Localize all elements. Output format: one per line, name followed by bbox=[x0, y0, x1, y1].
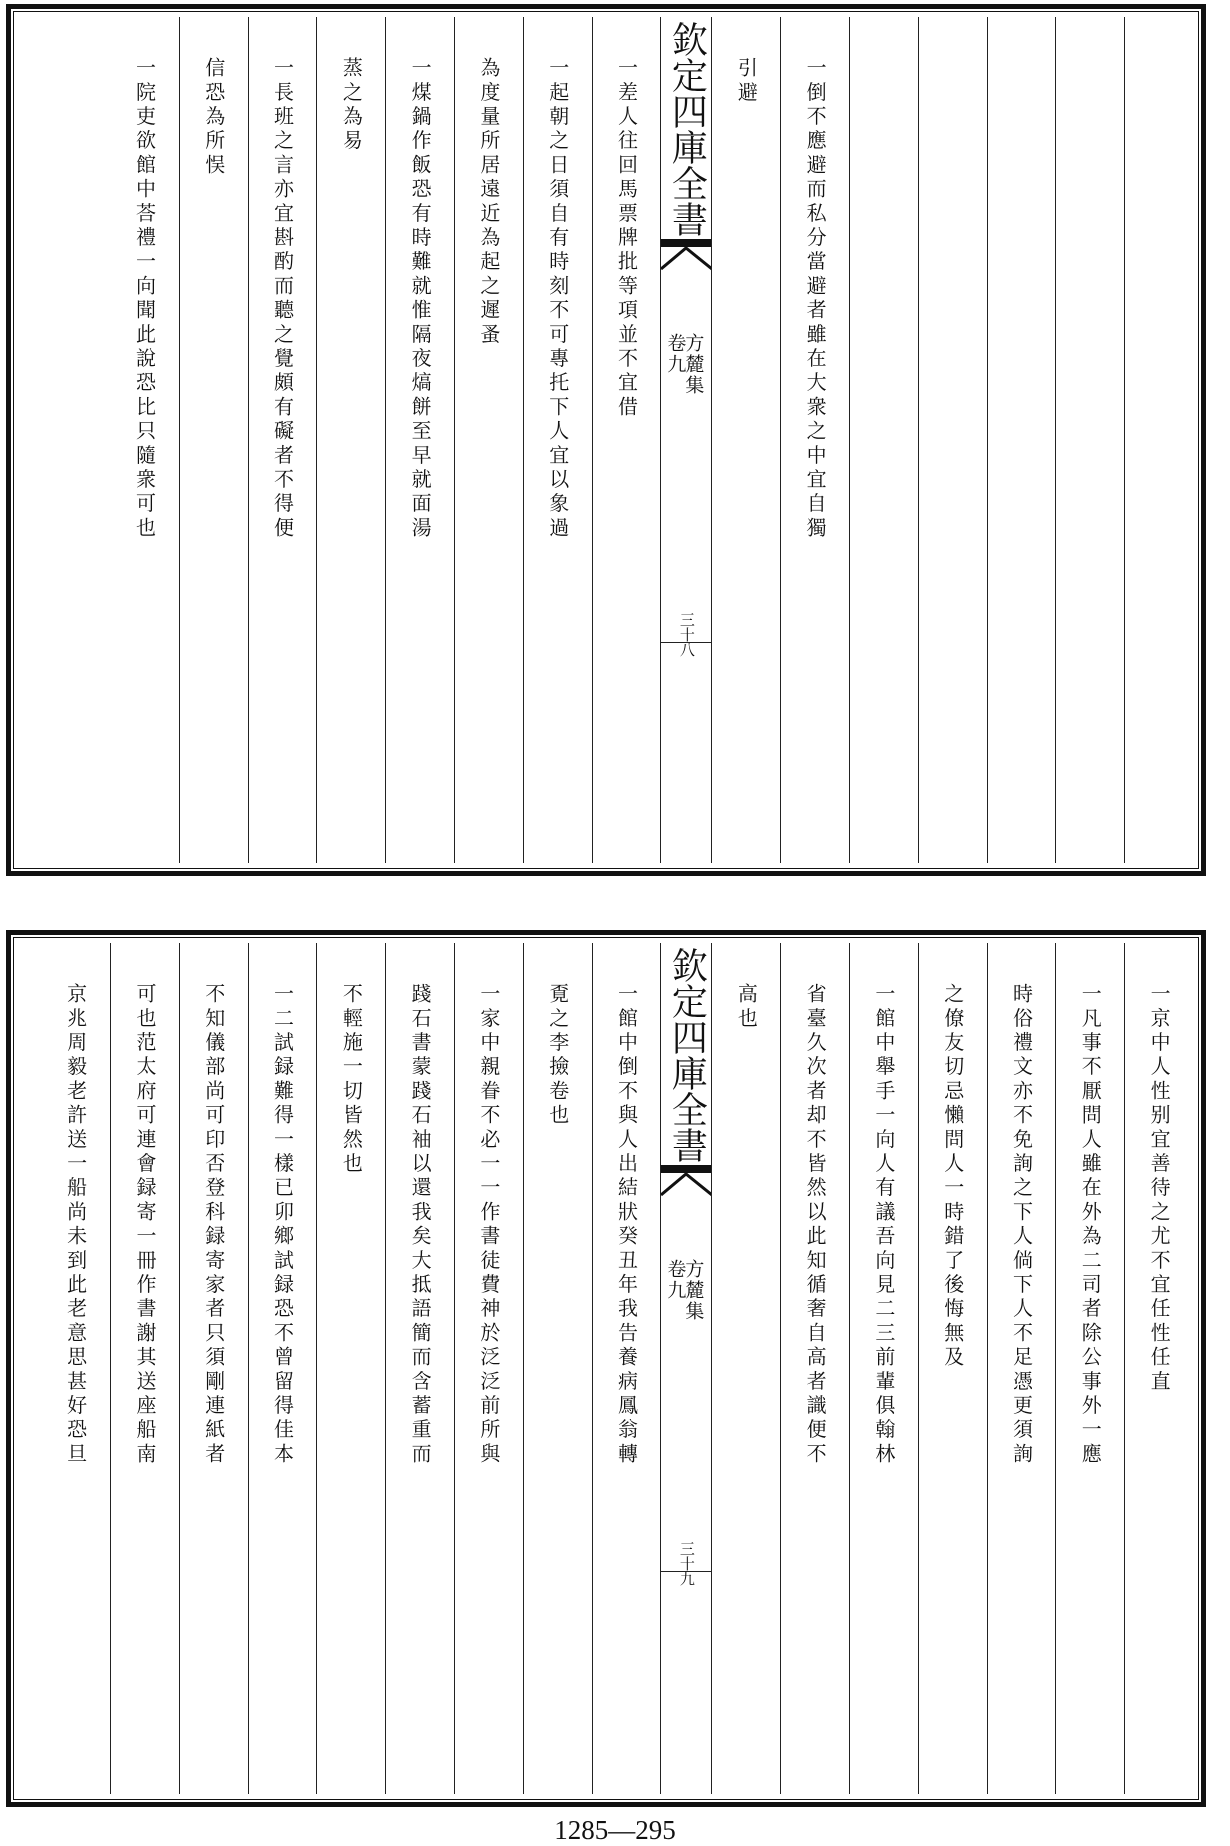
column-text: 一煤鍋作飯恐有時難就惟隔夜熇餅至早就面湯 bbox=[408, 57, 433, 541]
column-text: 一倒不應避而私分當避者雖在大衆之中宜自獨 bbox=[803, 57, 828, 541]
upper-page-frame bbox=[6, 4, 1206, 876]
fold-rule bbox=[661, 642, 711, 643]
text-column bbox=[1055, 943, 1124, 1794]
text-column bbox=[248, 943, 317, 1794]
text-column bbox=[110, 943, 179, 1794]
column-text: 信恐為所悮 bbox=[201, 57, 226, 178]
fishtail-mark bbox=[661, 1165, 711, 1199]
column-text: 一長班之言亦宜斟酌而聽之覺頗有礙者不得便 bbox=[270, 57, 295, 541]
upper-page-columns bbox=[19, 17, 1193, 863]
text-column bbox=[592, 17, 661, 863]
column-text: 京兆周毅老許送一船尚未到此老意思甚好恐旦 bbox=[63, 983, 88, 1467]
column-text: 一院吏欲館中荅禮一向聞此說恐比只隨衆可也 bbox=[132, 57, 157, 541]
blank-column bbox=[918, 17, 987, 863]
text-column bbox=[385, 17, 454, 863]
column-text: 一館中舉手一向人有議吾向見二三前輩俱翰林 bbox=[871, 983, 896, 1467]
fishtail-mark bbox=[661, 239, 711, 273]
text-column bbox=[592, 943, 661, 1794]
book-title: 方麓集 bbox=[682, 333, 705, 396]
text-column bbox=[41, 943, 110, 1794]
text-column bbox=[316, 943, 385, 1794]
text-column bbox=[849, 943, 918, 1794]
column-text: 高也 bbox=[734, 983, 759, 1032]
center-fold bbox=[660, 17, 711, 863]
column-text: 可也范太府可連會録寄一冊作書謝其送座船南 bbox=[132, 983, 157, 1467]
blank-column bbox=[987, 17, 1056, 863]
text-column bbox=[523, 17, 592, 863]
collection-title: 欽定四庫全書 bbox=[666, 947, 708, 1163]
text-column bbox=[918, 943, 987, 1794]
blank-column bbox=[849, 17, 918, 863]
text-column bbox=[454, 17, 523, 863]
text-column bbox=[780, 17, 849, 863]
text-column bbox=[1124, 943, 1193, 1794]
column-text: 覔之李撿卷也 bbox=[545, 983, 570, 1129]
column-text: 省臺久次者却不皆然以此知循奢自高者識便不 bbox=[803, 983, 828, 1467]
column-text: 不輕施一切皆然也 bbox=[339, 983, 364, 1177]
juan-number: 卷九 bbox=[664, 1259, 687, 1301]
column-text: 一二試録難得一樣已卯鄉試録恐不曾留得佳本 bbox=[270, 983, 295, 1467]
text-column bbox=[987, 943, 1056, 1794]
text-column bbox=[248, 17, 317, 863]
column-text: 一家中親眷不必一一作書徒費神於泛泛前所與 bbox=[476, 983, 501, 1467]
text-column bbox=[711, 943, 780, 1794]
fold-rule bbox=[661, 1571, 711, 1572]
column-text: 一差人往回馬票牌批等項並不宜借 bbox=[614, 57, 639, 420]
text-column bbox=[385, 943, 454, 1794]
column-text: 一京中人性别宜善待之尤不宜任性任直 bbox=[1147, 983, 1172, 1395]
book-title: 方麓集 bbox=[682, 1259, 705, 1322]
blank-column bbox=[1055, 17, 1124, 863]
leaf-number: 三十八 bbox=[677, 612, 696, 657]
text-column bbox=[780, 943, 849, 1794]
text-column bbox=[179, 943, 248, 1794]
column-text: 一起朝之日須自有時刻不可專托下人宜以象過 bbox=[545, 57, 570, 541]
column-text: 引避 bbox=[734, 57, 759, 106]
text-column bbox=[110, 17, 179, 863]
column-text: 蒸之為易 bbox=[339, 57, 364, 154]
column-text: 一館中倒不與人出結狀癸丑年我告養病鳳翁轉 bbox=[614, 983, 639, 1467]
text-column bbox=[316, 17, 385, 863]
leaf-number: 三十九 bbox=[677, 1541, 696, 1586]
column-text: 踐石書蒙踐石袖以還我矣大抵語簡而含蓄重而 bbox=[408, 983, 433, 1467]
text-column bbox=[711, 17, 780, 863]
text-column bbox=[523, 943, 592, 1794]
juan-number: 卷九 bbox=[664, 333, 687, 375]
collection-title: 欽定四庫全書 bbox=[666, 21, 708, 237]
center-fold bbox=[660, 943, 711, 1794]
column-text: 之僚友切忌懶問人一時錯了後悔無及 bbox=[940, 983, 965, 1371]
column-text: 一凡事不厭問人雖在外為二司者除公事外一應 bbox=[1078, 983, 1103, 1467]
blank-column bbox=[1124, 17, 1193, 863]
column-text: 為度量所居遠近為起之遲蚤 bbox=[476, 57, 501, 348]
text-column bbox=[454, 943, 523, 1794]
text-column bbox=[179, 17, 248, 863]
lower-page-columns bbox=[19, 943, 1193, 1794]
column-text: 時俗禮文亦不免詢之下人倘下人不足憑更須詢 bbox=[1009, 983, 1034, 1467]
lower-page-frame bbox=[6, 930, 1206, 1807]
page-number: 1285—295 bbox=[554, 1815, 676, 1845]
column-text: 不知儀部尚可印否登科録寄家者只須剛連紙者 bbox=[201, 983, 226, 1467]
